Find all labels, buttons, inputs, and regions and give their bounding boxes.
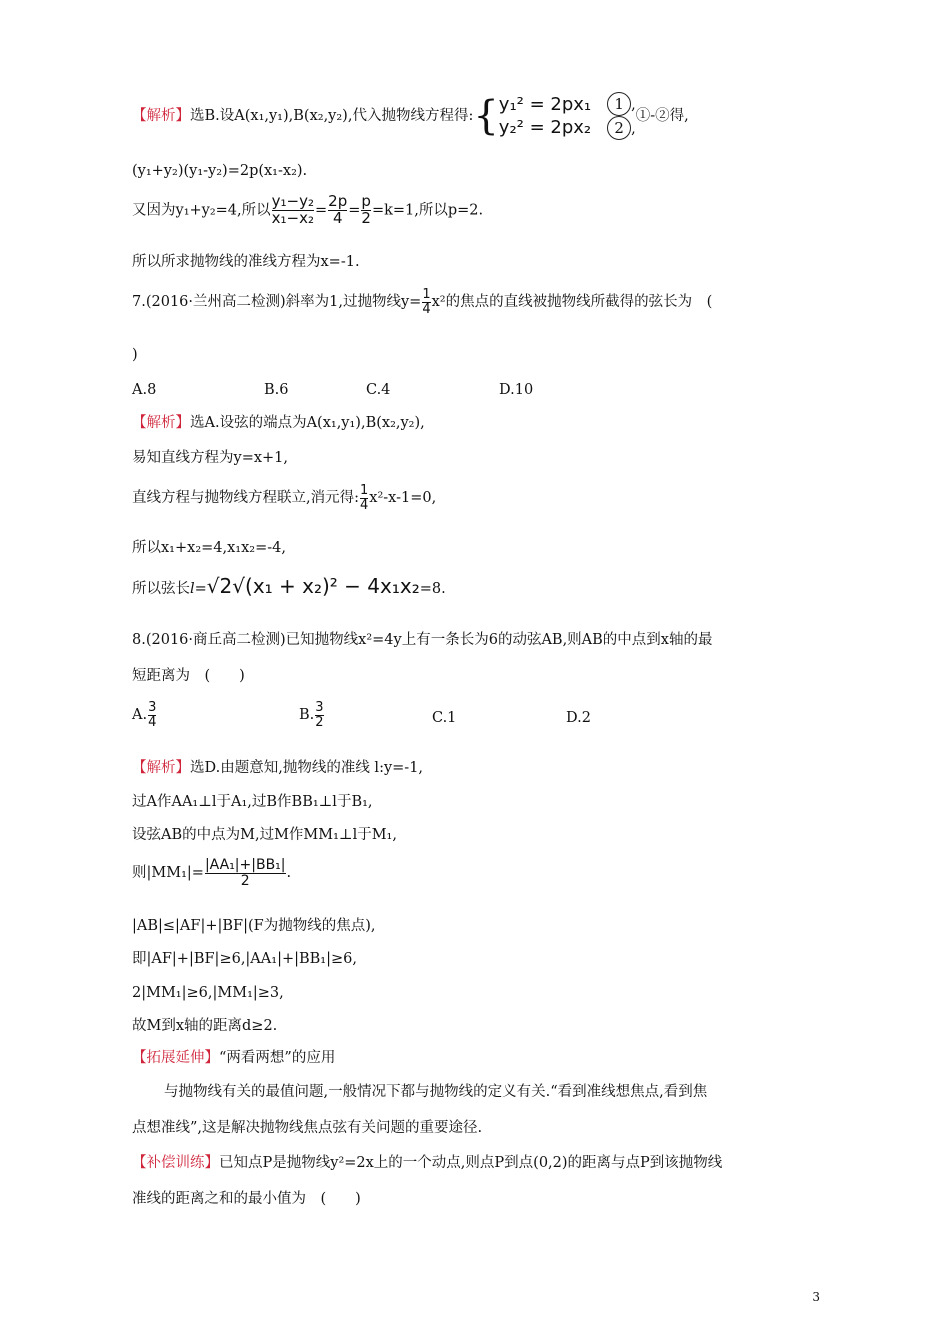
option-b: B.6 <box>264 382 289 398</box>
analysis-7-line-1: 【解析】选A.设弦的端点为A(x₁,y₁),B(x₂,y₂), <box>132 415 425 431</box>
extension-paragraph-2: 点想准线”,这是解决抛物线焦点弦有关问题的重要途径. <box>132 1120 483 1136</box>
chord-length-formula: √2√(x₁ + x₂)² − 4x₁x₂ <box>206 574 420 598</box>
analysis-7-line-5: 所以弦长l=√2√(x₁ + x₂)² − 4x₁x₂=8. <box>132 574 446 598</box>
option-c: C.4 <box>366 382 391 398</box>
question-7: 7.(2016·兰州高二检测)斜率为1,过抛物线y= $\frac{1}{4}$ x²的焦点的直线被抛物线所截得的弦长为 ( <box>132 287 713 317</box>
analysis-8-line-1: 【解析】选D.由题意知,抛物线的准线 l:y=-1, <box>132 760 424 776</box>
option-d: D.10 <box>499 382 534 398</box>
option-d: D.2 <box>566 710 591 726</box>
question-8-line-2: 短距离为 ( ) <box>132 668 245 684</box>
brace: { <box>473 93 499 139</box>
analysis-7-line-3: 直线方程与抛物线方程联立,消元得: $\frac{1}{4}$ x²-x-1=0, <box>132 483 437 513</box>
question-8-line-1: 8.(2016·商丘高二检测)已知抛物线x²=4y上有一条长为6的动弦AB,则AB的中点到x轴的最 <box>132 632 713 648</box>
analysis-line-2: (y₁+y₂)(y₁-y₂)=2p(x₁-x₂). <box>132 163 308 179</box>
extension-paragraph-1: 与抛物线有关的最值问题,一般情况下都与抛物线的定义有关.“看到准线想焦点,看到焦 <box>164 1084 708 1100</box>
option-a: A. $\frac{3}{4}$ <box>132 700 157 730</box>
analysis-line-4: 所以所求抛物线的准线方程为x=-1. <box>132 254 360 270</box>
analysis-line-3: 又因为y₁+y₂=4,所以 $\frac{\text{y₁−y₂}}{\text{x₁−x₂}}$ = $\frac{2p}{4}$ = $\frac{p}{2}$ =k=1,所以p=2. <box>132 192 484 227</box>
page-number: 3 <box>812 1290 820 1304</box>
analysis-line-1: 【解析】选B.设A(x₁,y₁),B(x₂,y₂),代入抛物线方程得:{y₁² = 2px₁ y₂² = 2px₂1 , 2 ,①-②得, <box>132 93 689 139</box>
extension-title: 【拓展延伸】“两看两想”的应用 <box>132 1050 336 1066</box>
analysis-tag: 【解析】 <box>132 108 190 124</box>
circled-number-1: 1 <box>607 92 631 116</box>
compensation-line-2: 准线的距离之和的最小值为 ( ) <box>132 1191 361 1207</box>
option-b: B. $\frac{3}{2}$ <box>299 700 324 730</box>
circled-number-2: 2 <box>607 116 631 140</box>
compensation-line-1: 【补偿训练】已知点P是抛物线y²=2x上的一个动点,则点P到点(0,2)的距离与点P到该抛物线 <box>132 1155 723 1171</box>
option-a: A.8 <box>132 382 157 398</box>
option-c: C.1 <box>432 710 457 726</box>
equation-system: y₁² = 2px₁ y₂² = 2px₂ <box>498 93 592 138</box>
analysis-8-line-4: 则|MM₁|= $\frac{\text{|AA₁|+|BB₁|}}{2}$ . <box>132 857 292 889</box>
